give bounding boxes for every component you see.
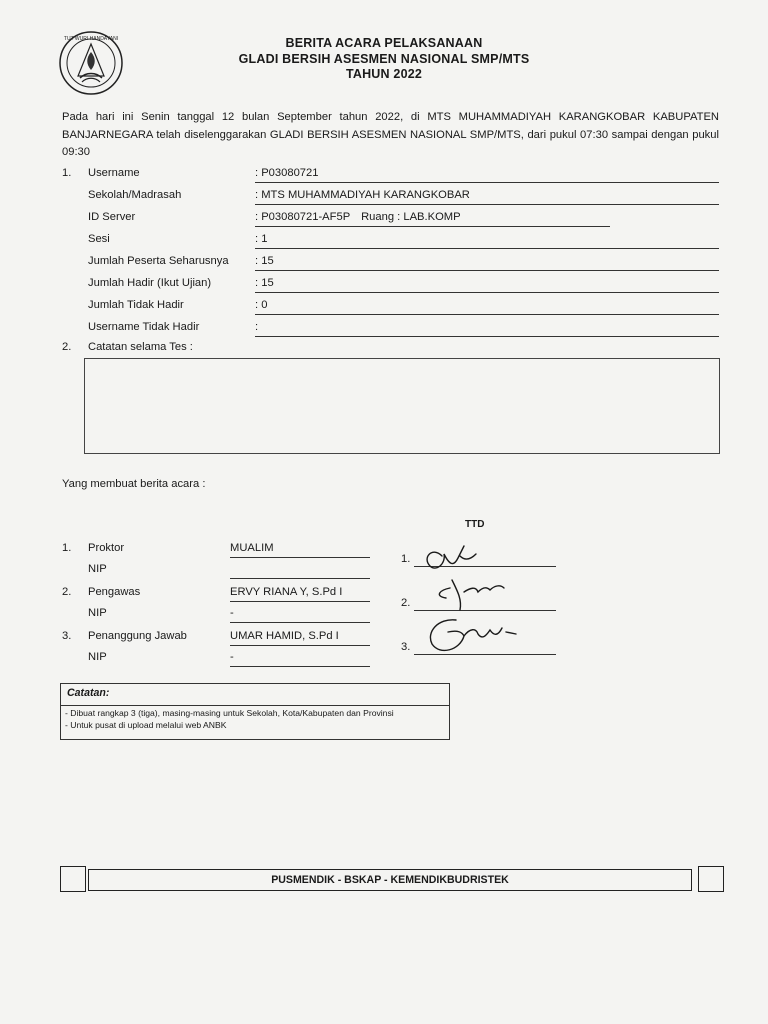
field-value: : 15	[255, 277, 719, 293]
catatan-line-1: - Dibuat rangkap 3 (tiga), masing-masing untuk Sekolah, Kota/Kabupaten dan Provinsi	[65, 708, 394, 718]
field-value	[255, 211, 610, 227]
signer-role: Penanggung Jawab	[88, 630, 187, 642]
signer-responsible-nip	[62, 649, 382, 671]
footer-left-box	[60, 866, 86, 892]
nip-label: NIP	[88, 651, 107, 663]
field-school	[62, 185, 719, 207]
made-by-label: Yang membuat berita acara :	[62, 478, 206, 490]
signature-number: 1.	[401, 553, 411, 565]
field-present	[62, 273, 719, 295]
field-expected-participants	[62, 251, 719, 273]
field-value: : 15	[255, 255, 719, 271]
signer-name: UMAR HAMID, S.Pd I	[230, 630, 370, 646]
nip-value	[230, 563, 370, 579]
signature-number: 3.	[401, 641, 411, 653]
notes-section	[62, 337, 719, 359]
field-label: Jumlah Tidak Hadir	[88, 299, 184, 311]
doc-title-line1: BERITA ACARA PELAKSANAAN	[285, 36, 483, 50]
field-value: : 1	[255, 233, 719, 249]
signer-number: 1.	[62, 542, 72, 554]
field-value: : MTS MUHAMMADIYAH KARANGKOBAR	[255, 189, 719, 205]
field-value-container	[255, 211, 719, 226]
signer-role: Proktor	[88, 542, 125, 554]
logo-text: TUT WURI HANDAYANI	[63, 36, 119, 42]
notes-number: 2.	[62, 341, 72, 353]
field-label: Jumlah Peserta Seharusnya	[88, 255, 229, 267]
signer-number: 3.	[62, 630, 72, 642]
nip-label: NIP	[88, 563, 107, 575]
notes-label: Catatan selama Tes :	[88, 341, 193, 353]
signer-name: ERVY RIANA Y, S.Pd I	[230, 586, 370, 602]
signer-proctor-nip	[62, 561, 382, 583]
doc-title-line3: TAHUN 2022	[345, 67, 423, 81]
field-session	[62, 229, 719, 251]
field-value: : P03080721	[255, 167, 719, 183]
ttd-label: TTD	[465, 519, 485, 530]
signer-role: Pengawas	[88, 586, 141, 598]
signer-number: 2.	[62, 586, 72, 598]
field-label: Jumlah Hadir (Ikut Ujian)	[88, 277, 212, 289]
field-id-server	[62, 207, 719, 229]
doc-title-line2: GLADI BERSIH ASESMEN NASIONAL SMP/MTS	[238, 52, 530, 66]
handwritten-signatures	[420, 536, 560, 664]
notes-box	[84, 358, 720, 454]
field-absent	[62, 295, 719, 317]
field-label: Username	[88, 167, 140, 179]
field-label: ID Server	[88, 211, 136, 223]
signer-responsible	[62, 628, 382, 650]
signer-proctor	[62, 540, 382, 562]
catatan-title: Catatan:	[61, 684, 449, 706]
field-label: Sesi	[88, 233, 110, 245]
footer-banner: PUSMENDIK - BSKAP - KEMENDIKBUDRISTEK	[88, 869, 692, 891]
field-value: :	[255, 321, 719, 337]
field-username	[62, 163, 719, 185]
nip-value: -	[230, 651, 370, 667]
field-label: Sekolah/Madrasah	[88, 189, 182, 201]
field-label: Username Tidak Hadir	[88, 321, 200, 333]
room-value: Ruang : LAB.KOMP	[361, 211, 461, 223]
intro-paragraph: Pada hari ini Senin tanggal 12 bulan September tahun 2022, di MTS MUHAMMADIYAH KARANGKOBAR KABUPATEN BANJARNEGARA telah diselenggarakan GLADI BERSIH ASESMEN NASIONAL SMP/MTS, dari pukul 07:30 sampai dengan pukul 09:30	[62, 111, 719, 158]
nip-value: -	[230, 607, 370, 623]
signer-supervisor	[62, 584, 382, 606]
field-absent-usernames	[62, 317, 719, 339]
signer-name: MUALIM	[230, 542, 370, 558]
signer-supervisor-nip	[62, 605, 382, 627]
id-server-value: : P03080721-AF5P	[255, 211, 350, 223]
footer-right-box	[698, 866, 724, 892]
nip-label: NIP	[88, 607, 107, 619]
field-value: : 0	[255, 299, 719, 315]
field-number: 1.	[62, 167, 72, 179]
catatan-line-2: - Untuk pusat di upload melalui web ANBK	[65, 720, 227, 730]
signature-number: 2.	[401, 597, 411, 609]
catatan-box	[60, 683, 450, 740]
